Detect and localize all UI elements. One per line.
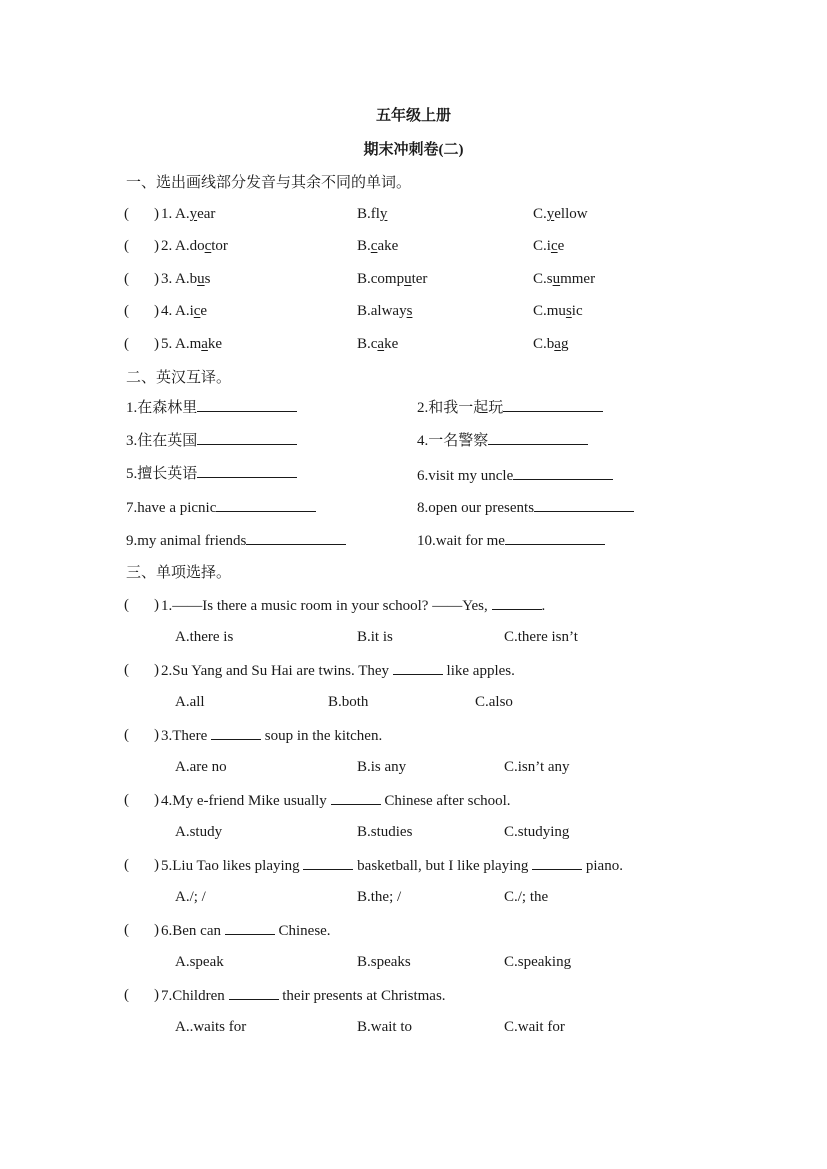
option-a: A.study: [175, 824, 223, 840]
answer-blank[interactable]: [393, 660, 443, 675]
answer-blank[interactable]: [488, 430, 588, 445]
answer-paren-open: (: [124, 987, 129, 1003]
answer-paren-close: ): [154, 727, 159, 743]
answer-paren-open: (: [124, 792, 129, 808]
answer-blank[interactable]: [225, 920, 275, 935]
answer-blank[interactable]: [246, 530, 346, 545]
question-stem: 1.——Is there a music room in your school? ——Yes, .: [161, 595, 545, 616]
option-c: C.speaking: [504, 954, 572, 970]
question-number: 4.: [161, 303, 173, 319]
answer-blank[interactable]: [532, 855, 582, 870]
translation-item: 9.my animal friends: [126, 530, 346, 551]
answer-paren-open: (: [124, 303, 129, 319]
option-b: B.cake: [357, 336, 399, 352]
option-c: C.there isn’t: [504, 629, 578, 645]
section3-heading: 三、单项选择。: [126, 565, 232, 581]
answer-paren-close: ): [154, 336, 159, 352]
question-stem: 2.Su Yang and Su Hai are twins. They like apples.: [161, 660, 515, 681]
answer-blank[interactable]: [303, 855, 353, 870]
translation-item: 4.一名警察: [417, 430, 588, 451]
answer-blank[interactable]: [216, 497, 316, 512]
option-b: B.the; /: [357, 889, 402, 905]
translation-item: 8.open our presents: [417, 497, 634, 518]
question-stem: 7.Children their presents at Christmas.: [161, 985, 446, 1006]
translation-item: 1.在森林里: [126, 397, 297, 418]
answer-paren-close: ): [154, 206, 159, 222]
option-b: B.speaks: [357, 954, 411, 970]
answer-paren-open: (: [124, 662, 129, 678]
question-stem: 6.Ben can Chinese.: [161, 920, 331, 941]
option-b: B.it is: [357, 629, 393, 645]
answer-blank[interactable]: [534, 497, 634, 512]
option-a: A.doctor: [175, 238, 228, 254]
option-a: A.are no: [175, 759, 227, 775]
answer-blank[interactable]: [503, 397, 603, 412]
option-a: A.speak: [175, 954, 224, 970]
option-c: C.music: [533, 303, 583, 319]
option-a: A./; /: [175, 889, 206, 905]
option-a: A.all: [175, 694, 205, 710]
answer-paren-close: ): [154, 238, 159, 254]
translation-item: 5.擅长英语: [126, 463, 297, 484]
option-a: A..waits for: [175, 1019, 247, 1035]
translation-item: 6.visit my uncle: [417, 465, 613, 486]
option-b: B.always: [357, 303, 413, 319]
option-b: B.is any: [357, 759, 407, 775]
answer-blank[interactable]: [505, 530, 605, 545]
answer-paren-close: ): [154, 922, 159, 938]
answer-blank[interactable]: [197, 463, 297, 478]
option-b: B.cake: [357, 238, 399, 254]
option-c: C.bag: [533, 336, 569, 352]
answer-blank[interactable]: [229, 985, 279, 1000]
translation-item: 2.和我一起玩: [417, 397, 603, 418]
question-stem: 5.Liu Tao likes playing basketball, but I like playing piano.: [161, 855, 623, 876]
answer-paren-close: ): [154, 662, 159, 678]
question-number: 2.: [161, 238, 173, 254]
answer-blank[interactable]: [331, 790, 381, 805]
translation-item: 10.wait for me: [417, 530, 605, 551]
option-a: A.bus: [175, 271, 211, 287]
answer-paren-close: ): [154, 271, 159, 287]
answer-paren-open: (: [124, 727, 129, 743]
answer-paren-open: (: [124, 597, 129, 613]
answer-paren-open: (: [124, 857, 129, 873]
question-number: 1.: [161, 206, 173, 222]
answer-blank[interactable]: [197, 397, 297, 412]
question-number: 5.: [161, 336, 173, 352]
answer-paren-open: (: [124, 271, 129, 287]
answer-blank[interactable]: [197, 430, 297, 445]
option-c: C.also: [475, 694, 513, 710]
option-c: C.ice: [533, 238, 565, 254]
answer-paren-close: ): [154, 792, 159, 808]
option-b: B.studies: [357, 824, 413, 840]
option-a: A.make: [175, 336, 223, 352]
section1-heading: 一、选出画线部分发音与其余不同的单词。: [126, 175, 412, 191]
answer-paren-open: (: [124, 336, 129, 352]
answer-paren-open: (: [124, 922, 129, 938]
option-c: C.isn’t any: [504, 759, 570, 775]
option-b: B.computer: [357, 271, 428, 287]
translation-item: 3.住在英国: [126, 430, 297, 451]
question-stem: 3.There soup in the kitchen.: [161, 725, 382, 746]
option-c: C.wait for: [504, 1019, 565, 1035]
question-number: 3.: [161, 271, 173, 287]
answer-paren-close: ): [154, 987, 159, 1003]
answer-blank[interactable]: [513, 465, 613, 480]
option-c: C./; the: [504, 889, 549, 905]
option-a: A.ice: [175, 303, 208, 319]
answer-paren-close: ): [154, 597, 159, 613]
option-c: C.yellow: [533, 206, 588, 222]
option-a: A.there is: [175, 629, 234, 645]
option-c: C.summer: [533, 271, 596, 287]
answer-blank[interactable]: [492, 595, 542, 610]
option-b: B.fly: [357, 206, 388, 222]
answer-paren-open: (: [124, 238, 129, 254]
option-b: B.wait to: [357, 1019, 412, 1035]
option-c: C.studying: [504, 824, 570, 840]
answer-blank[interactable]: [211, 725, 261, 740]
answer-paren-close: ): [154, 857, 159, 873]
page-title: 五年级上册: [375, 108, 451, 124]
option-b: B.both: [328, 694, 369, 710]
translation-item: 7.have a picnic: [126, 497, 316, 518]
section2-heading: 二、英汉互译。: [126, 370, 232, 386]
page-subtitle: 期末冲刺卷(二): [363, 142, 464, 158]
answer-paren-open: (: [124, 206, 129, 222]
option-a: A.year: [175, 206, 216, 222]
question-stem: 4.My e-friend Mike usually Chinese after school.: [161, 790, 511, 811]
answer-paren-close: ): [154, 303, 159, 319]
